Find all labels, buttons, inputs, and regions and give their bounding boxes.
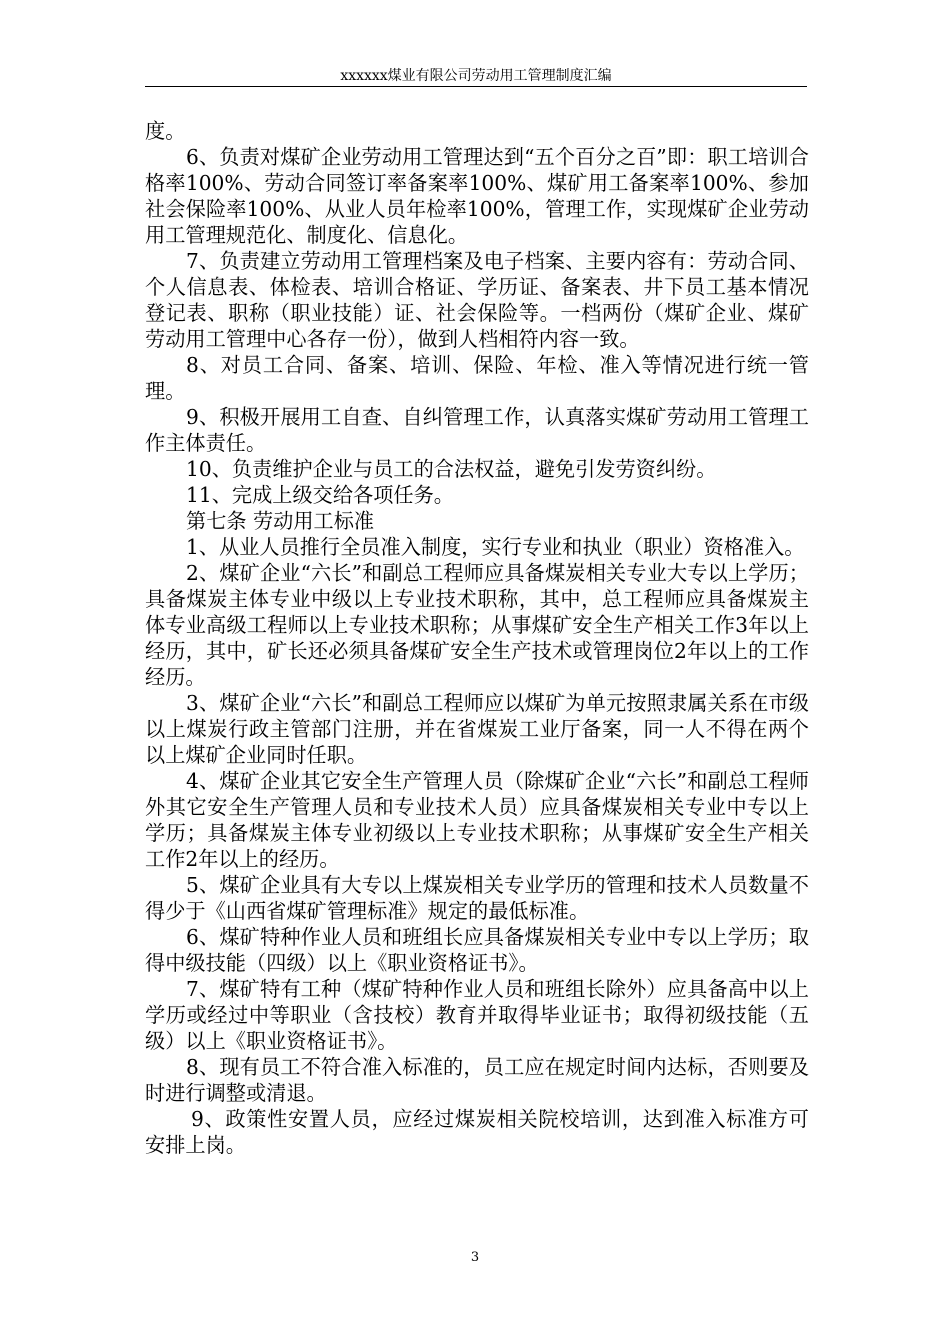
paragraph-11: 4、煤矿企业其它安全生产管理人员（除煤矿企业“六长”和副总工程师外其它安全生产管理人员和专业技术人员）应具备煤炭相关专业中专以上学历；具备煤炭主体专业初级以上专业技术职称；从事煤矿安全生产相关工作2年以上的经历。 — [145, 769, 809, 871]
paragraph-2: 7、负责建立劳动用工管理档案及电子档案、主要内容有：劳动合同、个人信息表、体检表、培训合格证、学历证、备案表、井下员工基本情况登记表、职称（职业技能）证、社会保险等。一档两份（煤矿企业、煤矿劳动用工管理中心各存一份），做到人档相符内容一致。 — [145, 249, 809, 351]
header-divider — [145, 86, 807, 87]
paragraph-10: 3、煤矿企业“六长”和副总工程师应以煤矿为单元按照隶属关系在市级以上煤炭行政主管部门注册，并在省煤炭工业厅备案，同一人不得在两个以上煤矿企业同时任职。 — [145, 691, 809, 767]
paragraph-13: 6、煤矿特种作业人员和班组长应具备煤炭相关专业中专以上学历；取得中级技能（四级）以上《职业资格证书》。 — [145, 925, 809, 975]
paragraph-15: 8、现有员工不符合准入标准的，员工应在规定时间内达标，否则要及时进行调整或清退。 — [145, 1055, 809, 1105]
paragraph-3: 8、对员工合同、备案、培训、保险、年检、准入等情况进行统一管理。 — [145, 353, 809, 403]
paragraph-4: 9、积极开展用工自查、自纠管理工作，认真落实煤矿劳动用工管理工作主体责任。 — [145, 405, 809, 455]
section-heading-article-7: 第七条 劳动用工标准 — [186, 509, 375, 533]
page-number: 3 — [470, 1250, 480, 1265]
paragraph-9: 2、煤矿企业“六长”和副总工程师应具备煤炭相关专业大专以上学历；具备煤炭主体专业中级以上专业技术职称，其中，总工程师应具备煤炭主体专业高级工程师以上专业技术职称；从事煤矿安全生产相关工作3年以上经历，其中，矿长还必须具备煤矿安全生产技术或管理岗位2年以上的工作经历。 — [145, 561, 809, 689]
paragraph-5: 10、负责维护企业与员工的合法权益，避免引发劳资纠纷。 — [186, 457, 717, 481]
paragraph-14: 7、煤矿特有工种（煤矿特种作业人员和班组长除外）应具备高中以上学历或经过中等职业（含技校）教育并取得毕业证书；取得初级技能（五级）以上《职业资格证书》。 — [145, 977, 809, 1053]
paragraph-8: 1、从业人员推行全员准入制度，实行专业和执业（职业）资格准入。 — [186, 535, 805, 559]
paragraph-12: 5、煤矿企业具有大专以上煤炭相关专业学历的管理和技术人员数量不得少于《山西省煤矿管理标准》规定的最低标准。 — [145, 873, 809, 923]
page-header: xxxxxx煤业有限公司劳动用工管理制度汇编 — [340, 68, 612, 84]
paragraph-6: 11、完成上级交给各项任务。 — [186, 483, 454, 507]
paragraph-16: 9、政策性安置人员，应经过煤炭相关院校培训，达到准入标准方可安排上岗。 — [145, 1107, 809, 1157]
document-body — [145, 118, 809, 1158]
paragraph-1: 6、负责对煤矿企业劳动用工管理达到“五个百分之百”即：职工培训合格率100%、劳动合同签订率备案率100%、煤矿用工备案率100%、参加社会保险率100%、从业人员年检率100%，管理工作，实现煤矿企业劳动用工管理规范化、制度化、信息化。 — [145, 145, 809, 247]
paragraph-0: 度。 — [145, 119, 186, 143]
